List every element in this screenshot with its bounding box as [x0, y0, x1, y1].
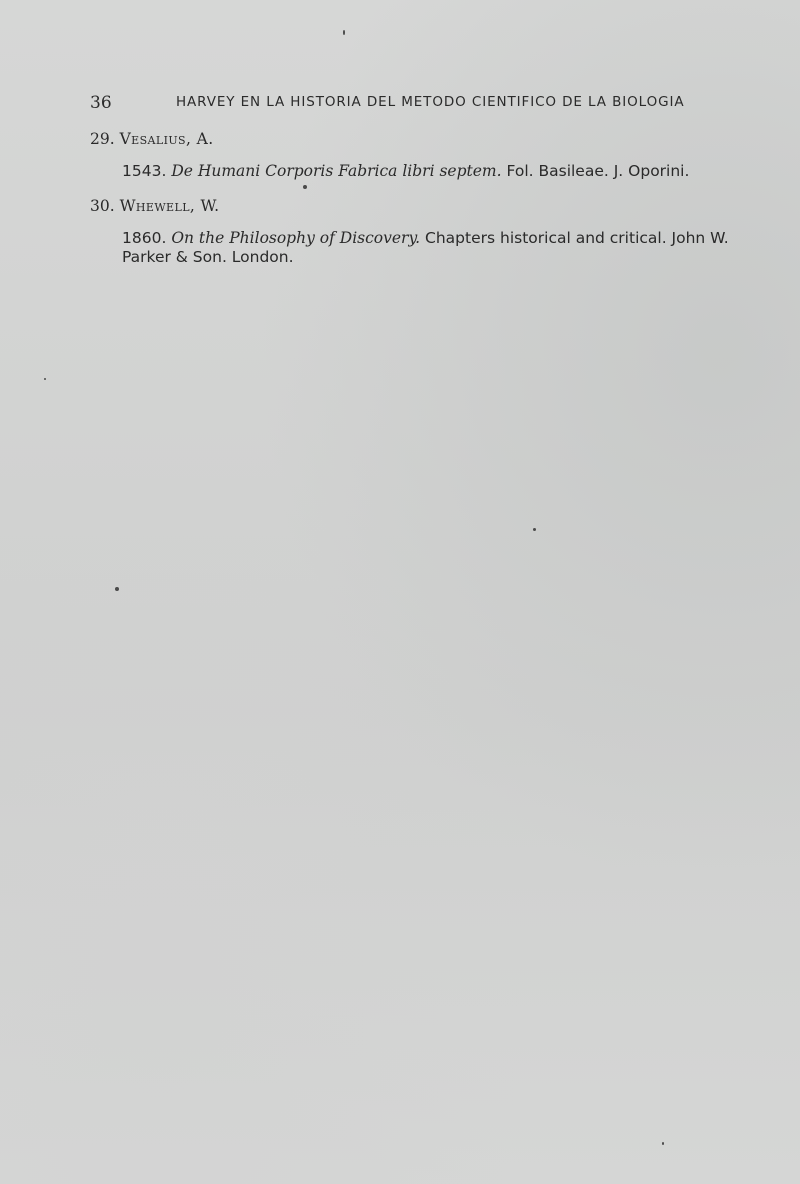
entry-number: 30. [90, 197, 115, 215]
paper-speck [44, 378, 46, 380]
bibliography-entry [90, 129, 740, 181]
paper-speck [303, 185, 307, 189]
entry-publication: Fol. Basileae. J. Oporini. [506, 162, 690, 180]
running-head-title: HARVEY EN LA HISTORIA DEL METODO CIENTIFICO DE LA BIOLOGIA [176, 94, 685, 110]
entry-title: De Humani Corporis Fabrica libri septem. [171, 162, 502, 180]
entry-title: On the Philosophy of Discovery. [171, 229, 421, 247]
paper-speck [115, 587, 119, 591]
paper-speck [662, 1142, 664, 1145]
entry-year: 1543. [122, 162, 167, 180]
paper-speck [533, 528, 536, 531]
page-number: 36 [90, 93, 112, 113]
entry-citation [90, 162, 740, 181]
running-head [90, 93, 690, 115]
entry-author: Vesalius, A. [119, 130, 214, 148]
entry-author: Whewell, W. [119, 197, 220, 215]
entry-publication: Chapters historical and critical. John W. Parker & Son. London. [122, 229, 729, 266]
bibliography-entry [90, 196, 740, 267]
entry-heading [90, 196, 740, 216]
paper-speck [343, 30, 345, 35]
entry-year: 1860. [122, 229, 167, 247]
entry-number: 29. [90, 130, 115, 148]
entry-citation [90, 229, 740, 267]
entry-heading [90, 129, 740, 149]
